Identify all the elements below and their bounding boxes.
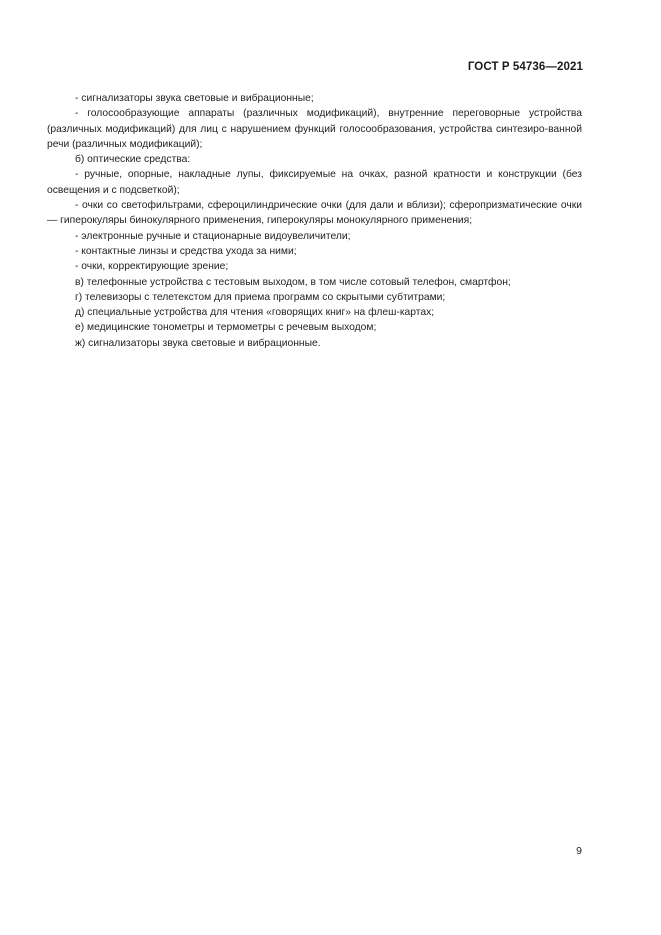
paragraph-video-magnifiers: - электронные ручные и стационарные видоувеличители; [75, 230, 351, 242]
paragraph-filter-glasses: - очки со светофильтрами, сфероцилиндрические очки (для дали и вблизи); сферопризматические очки — гиперокуляры бинокулярного применения, гиперокуляры монокулярного применения; [47, 200, 582, 227]
paragraph-corrective-glasses: - очки, корректирующие зрение; [75, 261, 229, 273]
paragraph-voice-devices: - голосообразующие аппараты (различных модификаций), внутренние переговорные устройства (различных модификаций) для лиц с нарушением функций голосообразования, устройства синтезиро-ванной речи (различных модификаций); [47, 108, 582, 150]
paragraph-telephones: в) телефонные устройства с тестовым выходом, в том числе сотовый телефон, смартфон; [75, 276, 511, 288]
paragraph-optical-means-heading: б) оптические средства: [75, 154, 191, 166]
paragraph-tonometers: е) медицинские тонометры и термометры с речевым выходом; [75, 322, 377, 334]
document-code-header: ГОСТ Р 54736—2021 [467, 61, 583, 73]
paragraph-magnifiers: - ручные, опорные, накладные лупы, фиксируемые на очках, разной кратности и конструкции (без освещения и с подсветкой); [47, 169, 582, 196]
paragraph-sound-signalers: - сигнализаторы звука световые и вибрационные; [75, 93, 314, 104]
body-text [47, 91, 582, 351]
page-number: 9 [576, 845, 582, 857]
paragraph-sound-signalers-final: ж) сигнализаторы звука световые и вибрационные. [75, 337, 321, 349]
paragraph-televisions: г) телевизоры с телетекстом для приема программ со скрытыми субтитрами; [75, 291, 446, 303]
paragraph-contact-lenses: - контактные линзы и средства ухода за ними; [75, 245, 297, 257]
paragraph-talking-book-readers: д) специальные устройства для чтения «говорящих книг» на флеш-картах; [75, 307, 435, 319]
